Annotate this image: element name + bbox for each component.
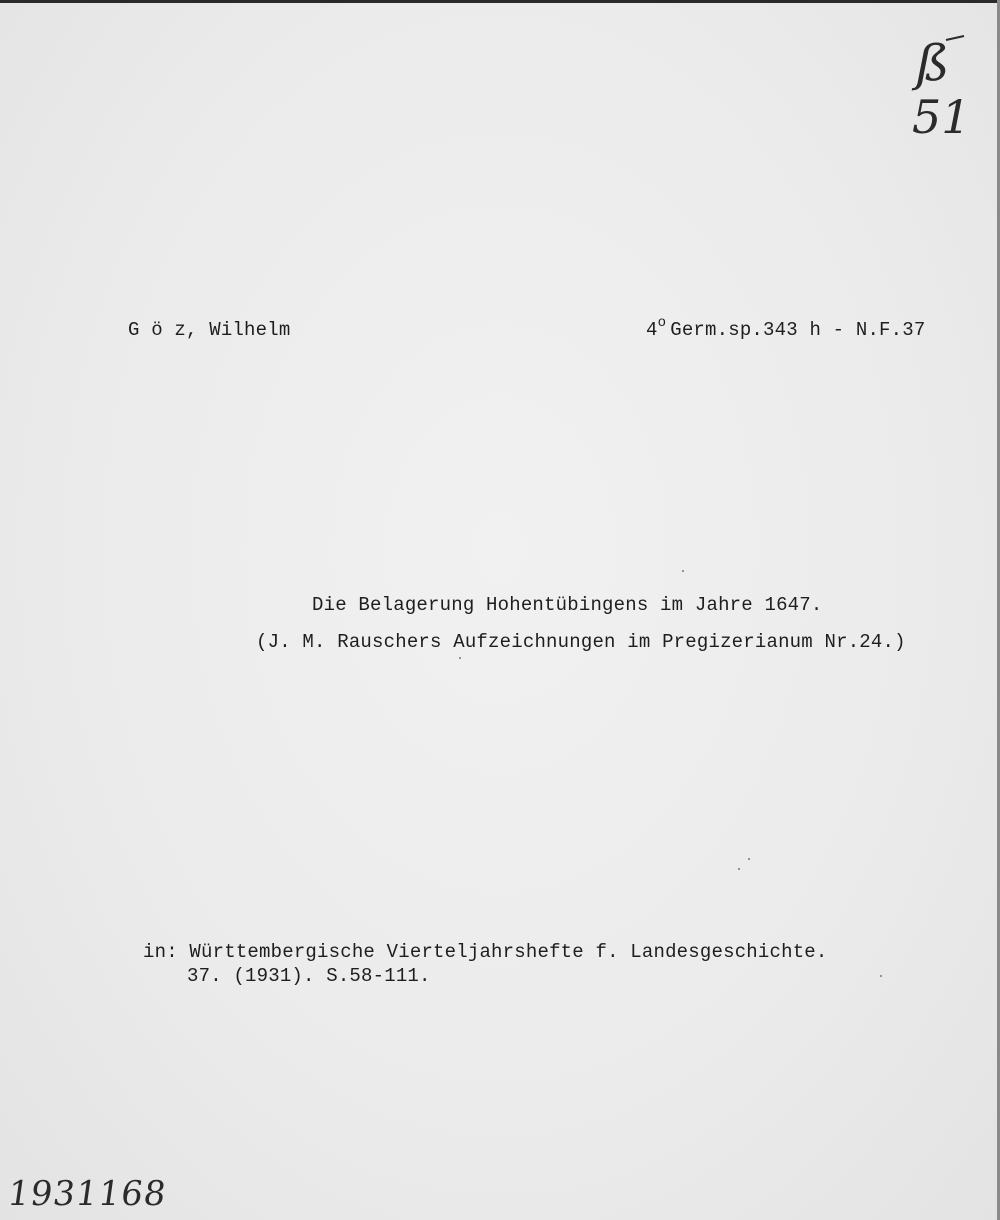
title-line-2: (J. M. Rauschers Aufzeichnungen im Pregizerianum Nr.24.) xyxy=(256,631,906,653)
shelfmark xyxy=(646,315,926,341)
dust-speck xyxy=(880,975,882,977)
dust-speck xyxy=(748,858,750,860)
handwritten-corner-bottom: 51 xyxy=(912,90,971,144)
author-name: G ö z, Wilhelm xyxy=(128,319,291,341)
card-top-edge xyxy=(0,0,1000,3)
shelfmark-format-symbol: o xyxy=(657,315,667,331)
title-line-1: Die Belagerung Hohentübingens im Jahre 1647. xyxy=(312,594,823,616)
handwritten-corner-top: ß xyxy=(916,34,950,92)
handwritten-accession-number: 1931168 xyxy=(5,1174,170,1214)
handwritten-corner-mark xyxy=(910,30,970,150)
dust-speck xyxy=(682,570,684,572)
dust-speck xyxy=(738,868,740,870)
shelfmark-call-number: Germ.sp.343 h - N.F.37 xyxy=(670,319,926,341)
dust-speck xyxy=(459,657,461,659)
shelfmark-format-number: 4 xyxy=(646,319,658,341)
source-line-2: 37. (1931). S.58-111. xyxy=(187,965,431,987)
source-line-1: in: Württembergische Vierteljahrshefte f. Landesgeschichte. xyxy=(143,941,828,963)
